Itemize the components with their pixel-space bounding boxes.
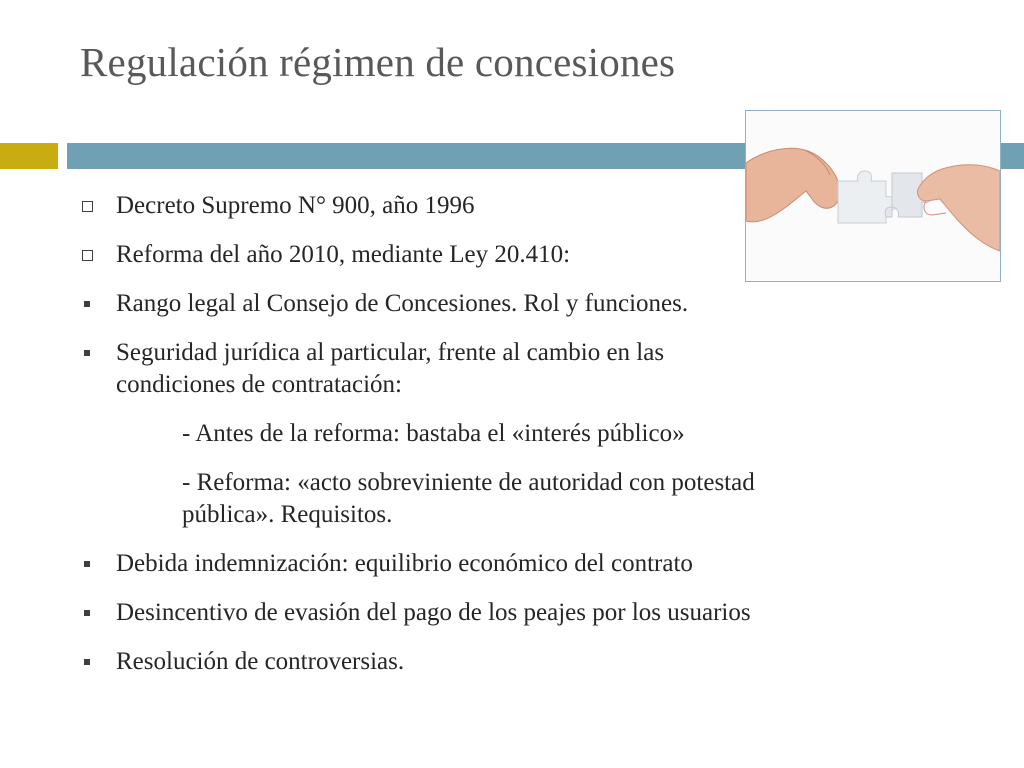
accent-bar-gold [0, 143, 58, 169]
filled-square-bullet-icon [84, 610, 90, 616]
filled-square-bullet-icon [84, 659, 90, 665]
sub-item: - Reforma: «acto sobreviniente de autoridad con potestad pública». Requisitos. [182, 469, 755, 528]
filled-square-bullet-icon [84, 350, 90, 356]
list-item: Seguridad jurídica al particular, frente al cambio en las condiciones de contratación: [76, 337, 956, 401]
slide-title: Regulación régimen de concesiones [80, 39, 676, 85]
hollow-square-bullet-icon [82, 201, 93, 212]
list-item: Reforma del año 2010, mediante Ley 20.410: [76, 239, 956, 271]
list-item: Debida indemnización: equilibrio económico del contrato [76, 548, 956, 580]
list-item: Resolución de controversias. [76, 646, 956, 678]
filled-square-bullet-icon [84, 301, 90, 307]
bullet-list [76, 190, 956, 678]
list-item: Rango legal al Consejo de Concesiones. Rol y funciones. [76, 288, 956, 320]
list-item: Desincentivo de evasión del pago de los peajes por los usuarios [76, 597, 956, 629]
hollow-square-bullet-icon [82, 250, 93, 261]
list-item: Decreto Supremo N° 900, año 1996 [76, 190, 956, 222]
filled-square-bullet-icon [84, 561, 90, 567]
sub-item: - Antes de la reforma: bastaba el «interés público» [182, 420, 685, 447]
